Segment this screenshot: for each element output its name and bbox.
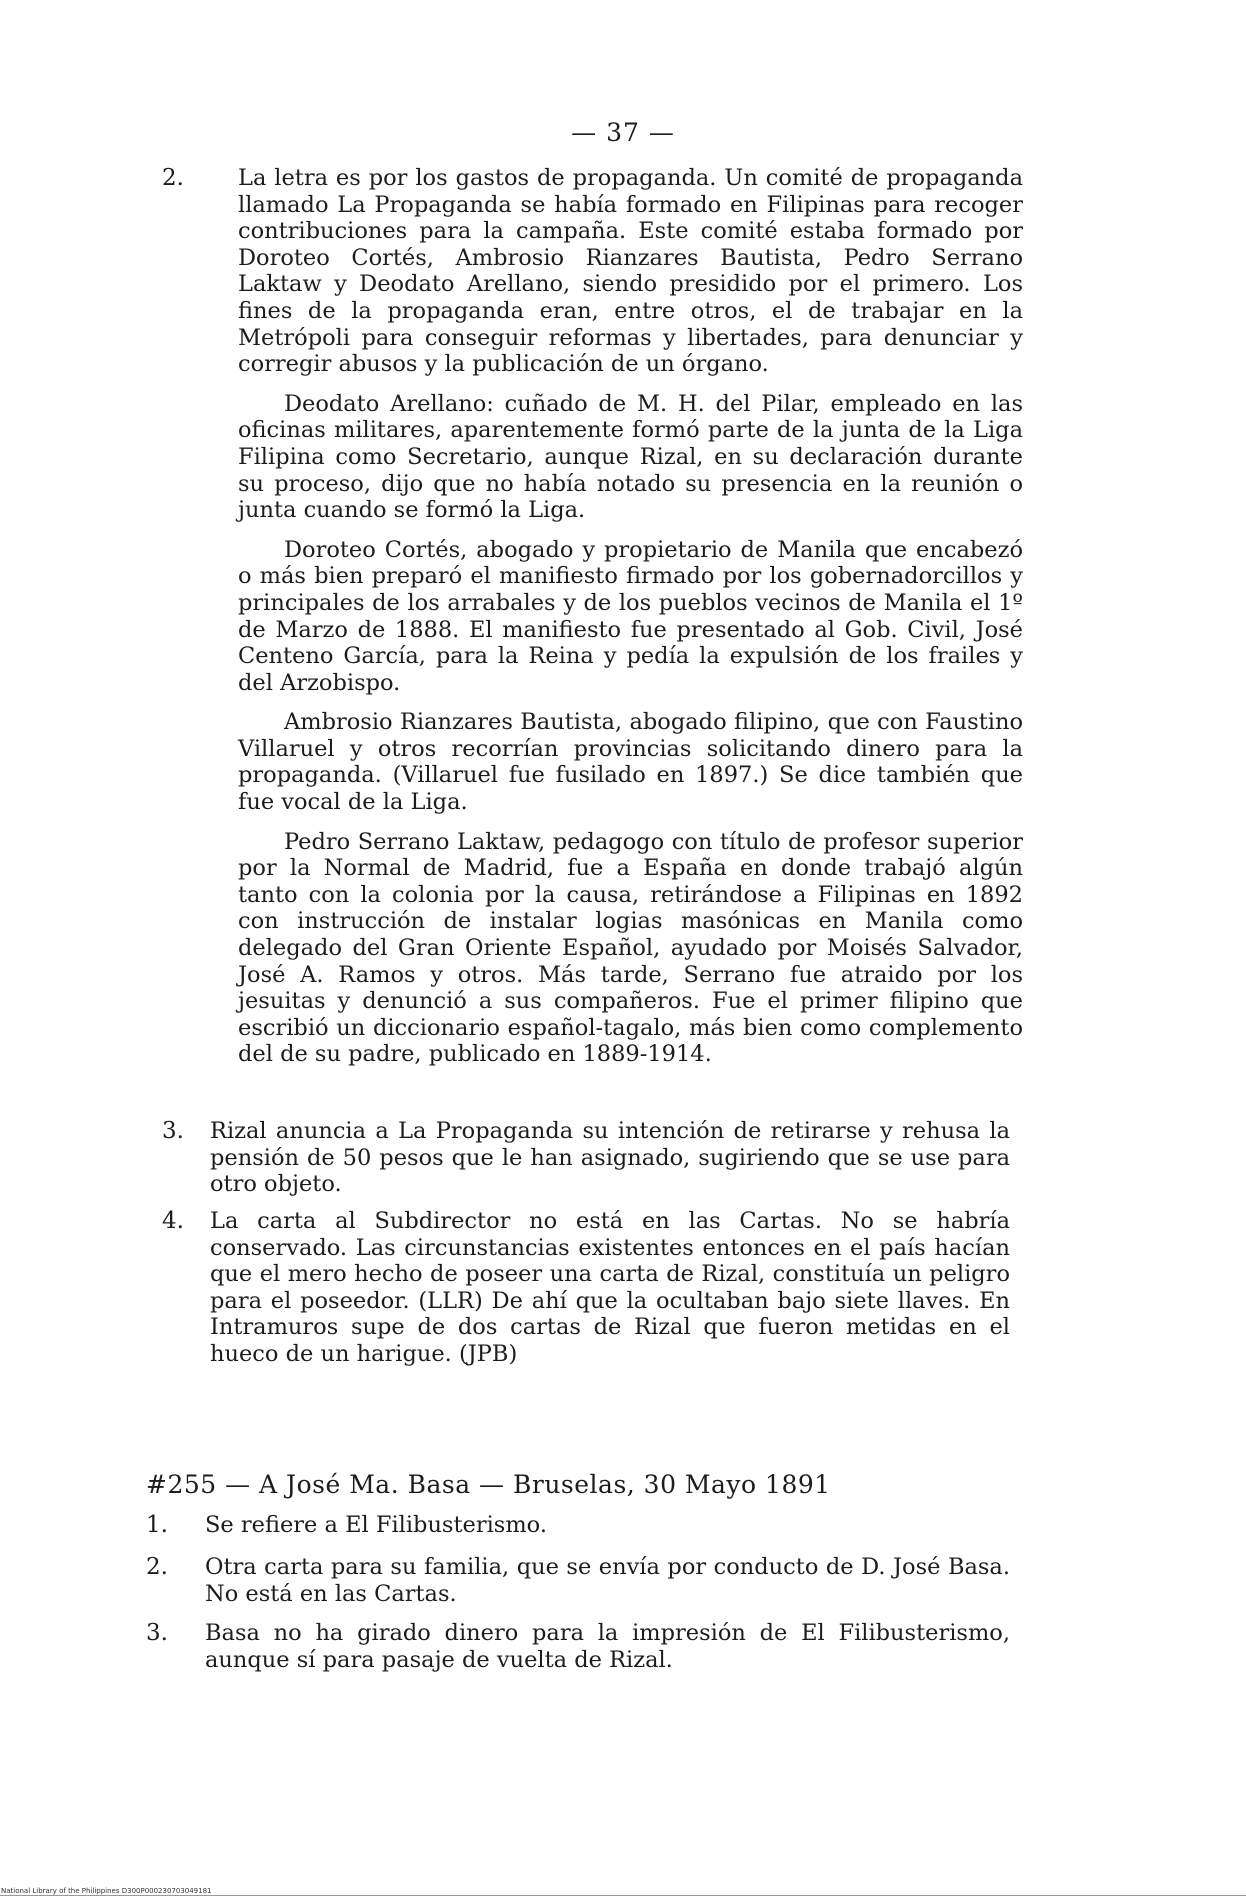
note-3-text: Rizal anuncia a La Propaganda su intención de retirarse y rehusa la pensión de 50 pesos que le han asignado, sugiriendo que se use para otro objeto. — [210, 1118, 1010, 1198]
letter-note-2-body — [205, 1554, 1010, 1607]
note-2-paragraph-1: La letra es por los gastos de propaganda. Un comité de propaganda llamado La Propaganda se había formado en Filipinas para recoger contribuciones para la campaña. Este comité estaba formado por Doroteo Cortés, Ambrosio Rianzares Bautista, Pedro Serrano Laktaw y Deodato Arellano, siendo presidido por el primero. Los fines de la propaganda eran, entre otros, el de trabajar en la Metrópoli para conseguir reformas y libertades, para denunciar y corregir abusos y la publicación de un órgano. — [238, 165, 1023, 378]
note-3-body — [210, 1118, 1010, 1198]
letter-note-1-body — [205, 1512, 1010, 1539]
note-2-paragraph-serrano: Pedro Serrano Laktaw, pedagogo con título de profesor superior por la Normal de Madrid, fue a España en donde trabajó algún tanto con la colonia por la causa, retirándose a Filipinas en 1892 con instrucción de instalar logias masónicas en Manila como delegado del Gran Oriente Español, ayudado por Moisés Salvador, José A. Ramos y otros. Más tarde, Serrano fue atraido por los jesuitas y denunció a sus compañeros. Fue el primer filipino que escribió un diccionario español-tagalo, más bien como complemento del de su padre, publicado en 1889-1914. — [238, 828, 1023, 1068]
note-2-number: 2. — [162, 165, 184, 191]
note-4-number: 4. — [162, 1208, 184, 1234]
letter-note-2-number: 2. — [146, 1554, 168, 1580]
note-4-body — [210, 1208, 1010, 1368]
letter-heading: #255 — A José Ma. Basa — Bruselas, 30 Mayo 1891 — [146, 1470, 831, 1499]
note-2-paragraph-cortes: Doroteo Cortés, abogado y propietario de Manila que encabezó o más bien preparó el manifiesto firmado por los gobernadorcillos y principales de los arrabales y de los pueblos vecinos de Manila el 1º de Marzo de 1888. El manifiesto fue presentado al Gob. Civil, José Centeno García, para la Reina y pedía la expulsión de los frailes y del Arzobispo. — [238, 536, 1023, 696]
note-4-text: La carta al Subdirector no está en las Cartas. No se habría conservado. Las circunstancias existentes entonces en el país hacían que el mero hecho de poseer una carta de Rizal, constituía un peligro para el poseedor. (LLR) De ahí que la ocultaban bajo siete llaves. En Intramuros supe de dos cartas de Rizal que fueron metidas en el hueco de un harigue. (JPB) — [210, 1208, 1010, 1367]
letter-note-3-text: Basa no ha girado dinero para la impresión de El Filibusterismo, aunque sí para pasaje de vuelta de Rizal. — [205, 1620, 1010, 1673]
letter-note-1-text: Se refiere a El Filibusterismo. — [205, 1512, 547, 1538]
scan-footer: National Library of the Philippines D300P000230703049181 — [1, 1887, 212, 1895]
letter-note-3-number: 3. — [146, 1620, 168, 1646]
note-2-paragraph-rianzares: Ambrosio Rianzares Bautista, abogado filipino, que con Faustino Villaruel y otros recorrían provincias solicitando dinero para la propaganda. (Villaruel fue fusilado en 1897.) Se dice también que fue vocal de la Liga. — [238, 709, 1023, 816]
letter-note-3-body — [205, 1620, 1010, 1673]
note-2-paragraph-arellano: Deodato Arellano: cuñado de M. H. del Pilar, empleado en las oficinas militares, aparentemente formó parte de la junta de la Liga Filipina como Secretario, aunque Rizal, en su declaración durante su proceso, dijo que no había notado su presencia en la reunión o junta cuando se formó la Liga. — [238, 390, 1023, 524]
letter-note-2-text: Otra carta para su familia, que se envía por conducto de D. José Basa. No está en las Cartas. — [205, 1554, 1010, 1607]
note-3-number: 3. — [162, 1118, 184, 1144]
note-2-body — [238, 165, 1023, 1068]
page-number: — 37 — — [571, 118, 675, 147]
letter-note-1-number: 1. — [146, 1512, 168, 1538]
